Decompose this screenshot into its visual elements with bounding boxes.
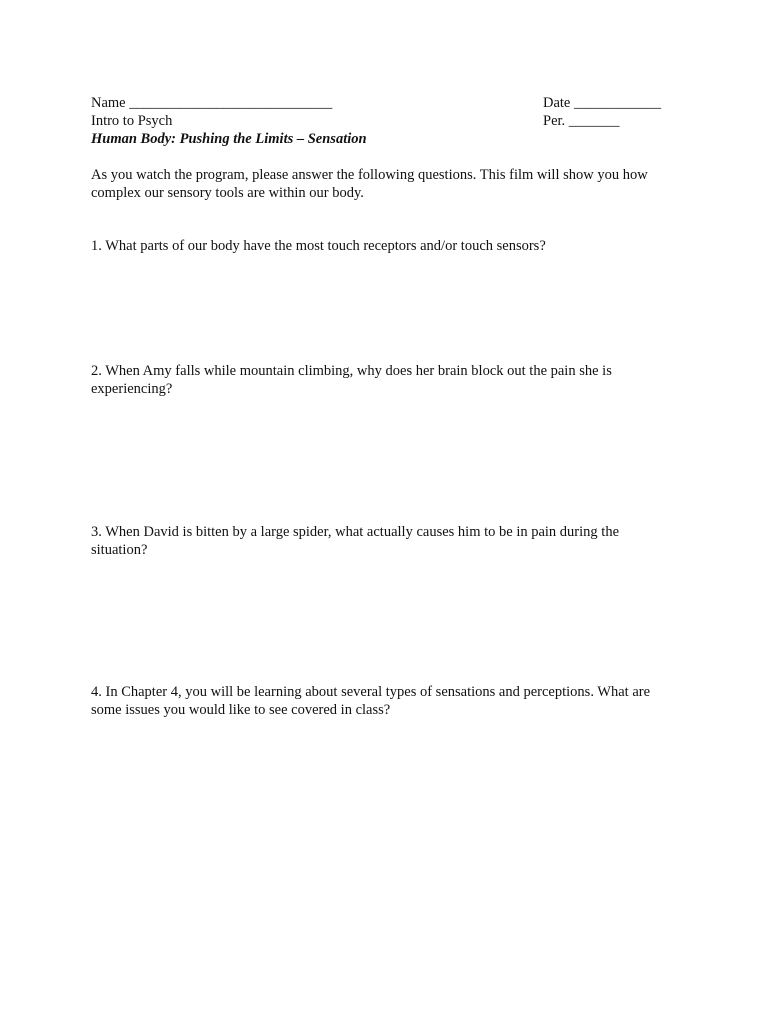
question-2 [91,362,691,398]
question-text: 1. What parts of our body have the most touch receptors and/or touch sensors? [91,238,546,254]
header-row-course-period [91,112,681,130]
name-line: Name ____________________________ [91,95,333,111]
question-text: experiencing? [91,381,173,397]
question-text: some issues you would like to see covered in class? [91,702,391,718]
question-text: 3. When David is bitten by a large spider, what actually causes him to be in pain during the [91,524,620,540]
header-row-name-date [91,94,681,112]
question-3 [91,523,691,559]
question-text: 4. In Chapter 4, you will be learning about several types of sensations and perceptions. What are [91,684,651,700]
worksheet-title: Human Body: Pushing the Limits – Sensation [91,131,367,147]
question-4 [91,683,691,719]
instructions-line: complex our sensory tools are within our body. [91,185,364,201]
date-line: Date ____________ [543,95,661,111]
question-text: 2. When Amy falls while mountain climbing, why does her brain block out the pain she is [91,363,612,379]
instructions-line: As you watch the program, please answer the following questions. This film will show you how [91,167,648,183]
period-line: Per. _______ [543,113,620,129]
course-name: Intro to Psych [91,113,173,129]
question-text: situation? [91,542,148,558]
worksheet-header [91,94,681,148]
instructions-paragraph [91,166,691,202]
question-1 [91,237,691,255]
